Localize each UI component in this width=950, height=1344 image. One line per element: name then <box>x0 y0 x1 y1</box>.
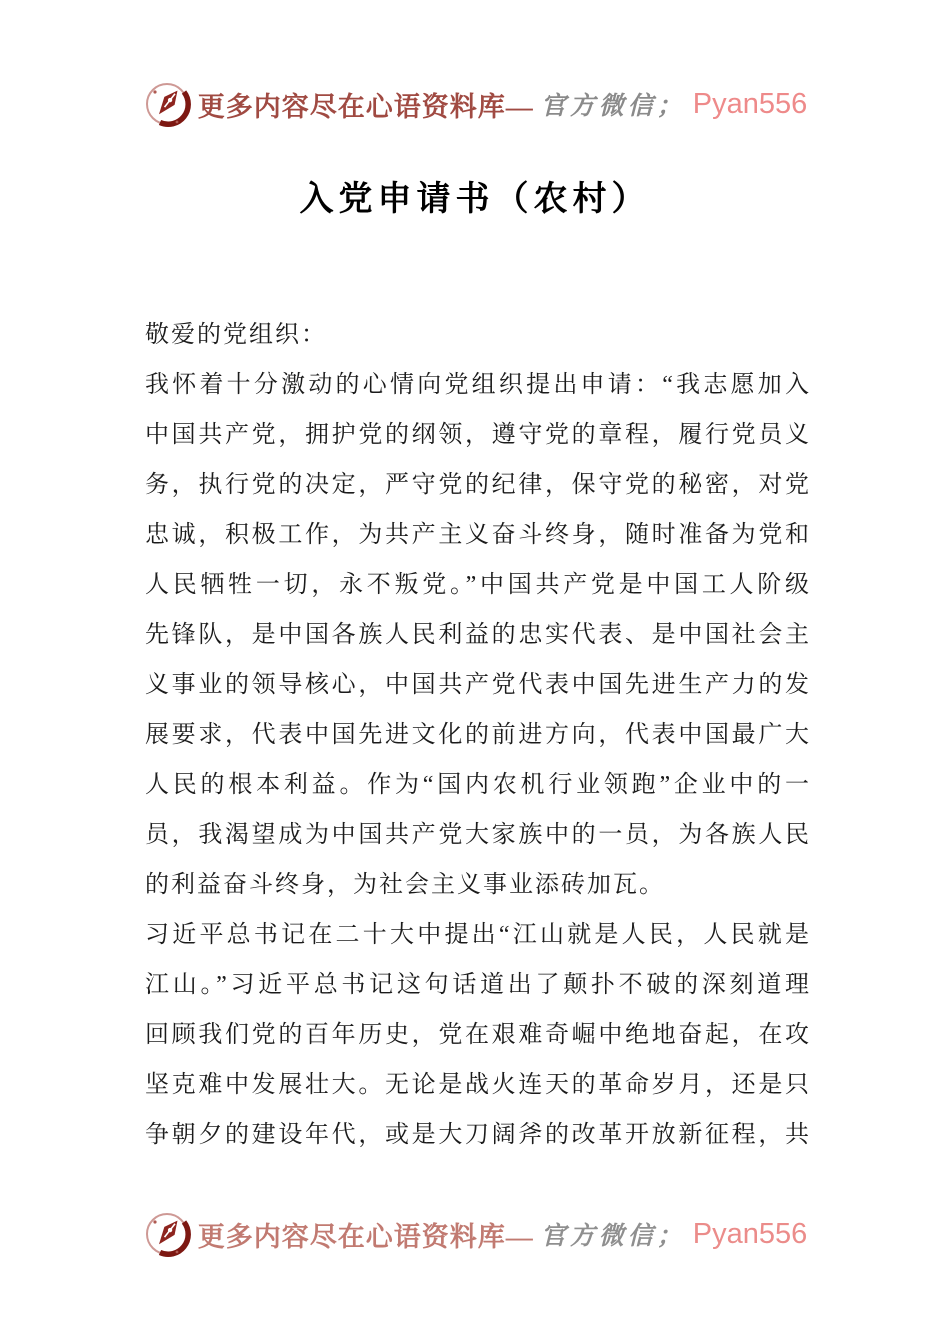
body-line: 人民牺牲一切，永不叛党。”中国共产党是中国工人阶级 <box>145 572 811 598</box>
body-line: 先锋队，是中国各族人民利益的忠实代表、是中国社会主 <box>145 622 811 648</box>
body-line: 中国共产党，拥护党的纲领，遵守党的章程，履行党员义 <box>145 422 811 448</box>
body-line: 回顾我们党的百年历史，党在艰难奇崛中绝地奋起，在攻 <box>145 1022 811 1048</box>
body-line: 江山。”习近平总书记这句话道出了颠扑不破的深刻道理 <box>145 972 811 998</box>
body-line: 员，我渴望成为中国共产党大家族中的一员，为各族人民 <box>145 822 811 848</box>
body-line: 的利益奋斗终身，为社会主义事业添砖加瓦。 <box>145 872 665 898</box>
brand-text: 更多内容尽在心语资料库— <box>197 91 534 122</box>
page-title: 入党申请书（农村） <box>299 181 651 218</box>
body-line: 务，执行党的决定，严守党的纪律，保守党的秘密，对党 <box>145 472 811 498</box>
wechat-label: 官方微信； <box>540 1221 686 1250</box>
body-line: 习近平总书记在二十大中提出“江山就是人民，人民就是 <box>145 922 811 948</box>
body-line: 忠诚，积极工作，为共产主义奋斗终身，随时准备为党和 <box>145 522 811 548</box>
pen-badge-logo-icon <box>143 78 191 130</box>
wechat-id: Pyan556 <box>692 1217 808 1250</box>
body-line: 义事业的领导核心，中国共产党代表中国先进生产力的发 <box>145 672 811 698</box>
brand-footer <box>0 1160 950 1262</box>
body-line: 争朝夕的建设年代，或是大刀阔斧的改革开放新征程，共 <box>145 1122 811 1148</box>
body-line: 人民的根本利益。作为“国内农机行业领跑”企业中的一 <box>145 772 811 798</box>
salutation-line: 敬爱的党组织： <box>145 322 327 348</box>
document-body <box>145 310 811 1160</box>
wechat-label: 官方微信； <box>540 91 686 120</box>
pen-badge-logo-icon <box>143 1208 191 1260</box>
body-line: 坚克难中发展壮大。无论是战火连天的革命岁月，还是只 <box>145 1072 811 1098</box>
brand-header <box>0 0 950 132</box>
wechat-id: Pyan556 <box>692 87 808 120</box>
body-line: 展要求，代表中国先进文化的前进方向，代表中国最广大 <box>145 722 811 748</box>
body-line: 我怀着十分激动的心情向党组织提出申请：“我志愿加入 <box>145 372 811 398</box>
brand-text: 更多内容尽在心语资料库— <box>197 1221 534 1252</box>
